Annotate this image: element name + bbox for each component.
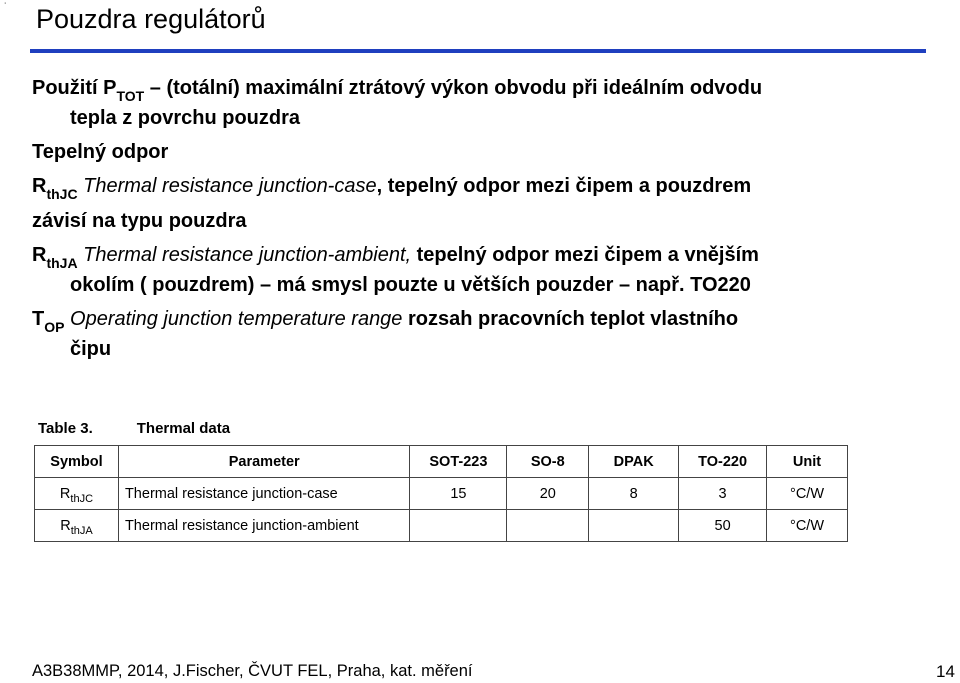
table-row bbox=[35, 510, 848, 542]
col-so8: SO-8 bbox=[507, 446, 589, 478]
cell-symbol: $R_{thJC}$ bbox=[35, 478, 119, 510]
thermal-data-table-figure bbox=[34, 412, 848, 540]
cell-unit: °C/W bbox=[767, 478, 848, 510]
line-rthja: $R_{thJA}$ Thermal resistance junction-ambient, tepelný odpor mezi čipem a vnějším bbox=[32, 244, 759, 271]
cell-sot223: 15 bbox=[410, 478, 507, 510]
cell-to220: 50 bbox=[679, 510, 767, 542]
col-symbol: Symbol bbox=[35, 446, 119, 478]
line-thermal-resistance-heading: Tepelný odpor bbox=[32, 141, 169, 163]
title-underline bbox=[30, 49, 926, 53]
line-total-power: Použití $P_{TOT}$ – (totální) maximální ztrátový výkon obvodu při ideálním odvodu bbox=[32, 77, 763, 104]
line-rthja-cont: okolím ( pouzdrem) – má smysl pouzte u větších pouzder – např. TO220 bbox=[70, 274, 751, 296]
slide-footer: A3B38MMP, 2014, J.Fischer, ČVUT FEL, Praha, kat. měření bbox=[32, 662, 473, 680]
cell-unit: °C/W bbox=[767, 510, 848, 542]
col-unit: Unit bbox=[767, 446, 848, 478]
cell-symbol: $R_{thJA}$ bbox=[35, 510, 119, 542]
thermal-data-table bbox=[34, 445, 848, 542]
cell-to220: 3 bbox=[679, 478, 767, 510]
cell-so8: 20 bbox=[507, 478, 589, 510]
slide-body bbox=[32, 74, 937, 364]
cell-sot223 bbox=[410, 510, 507, 542]
line-package-dependence: závisí na typu pouzdra bbox=[32, 210, 247, 232]
cell-dpak bbox=[589, 510, 679, 542]
line-top: $T_{OP}$ Operating junction temperature range rozsah pracovních teplot vlastního bbox=[32, 308, 739, 335]
slide-title: Pouzdra regulátorů bbox=[36, 4, 266, 34]
table-row bbox=[35, 478, 848, 510]
table-header-row bbox=[35, 446, 848, 478]
line-top-cont: čipu bbox=[70, 338, 112, 360]
line-rthjc: $R_{thJC}$ Thermal resistance junction-case, tepelný odpor mezi čipem a pouzdrem bbox=[32, 175, 752, 202]
col-dpak: DPAK bbox=[589, 446, 679, 478]
line-total-power-cont: tepla z povrchu pouzdra bbox=[70, 107, 301, 129]
col-to220: TO-220 bbox=[679, 446, 767, 478]
cell-dpak: 8 bbox=[589, 478, 679, 510]
cell-parameter: Thermal resistance junction-ambient bbox=[118, 510, 410, 542]
page-number: 14 bbox=[936, 662, 955, 681]
corner-mark: ˙ bbox=[4, 2, 8, 13]
col-parameter: Parameter bbox=[118, 446, 410, 478]
cell-parameter: Thermal resistance junction-case bbox=[118, 478, 410, 510]
col-sot223: SOT-223 bbox=[410, 446, 507, 478]
table-caption: Table 3. Thermal data bbox=[38, 420, 231, 437]
cell-so8 bbox=[507, 510, 589, 542]
